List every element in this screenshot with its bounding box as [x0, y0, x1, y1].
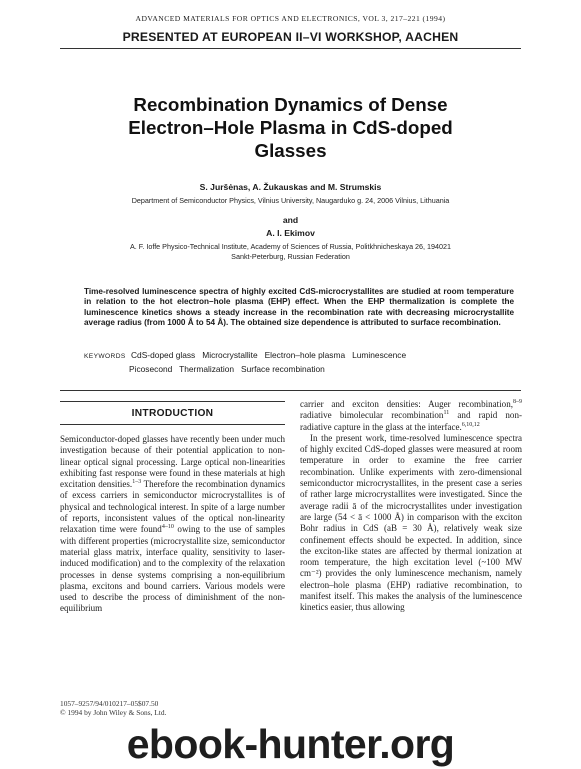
paper-title	[0, 93, 581, 162]
paragraph	[60, 434, 285, 615]
header-rule	[60, 48, 521, 49]
citation: 4–10	[161, 524, 174, 531]
title-line: Recombination Dynamics of Dense	[133, 94, 448, 115]
section-heading: INTRODUCTION	[60, 401, 285, 425]
citation: 8–9	[513, 398, 522, 405]
affiliation-vilnius: Department of Semiconductor Physics, Vilnius University, Naugarduko g. 24, 2006 Vilnius, Lithuania	[131, 196, 450, 205]
text-run: Therefore the recombination dynamics of excess carriers in semiconductor microcrystallites is of physical and technological interest. In spite of a large number of reports, inconsistent values of the optical non-linearity relaxation time were found	[60, 479, 285, 535]
authors-primary: S. Juršėnas, A. Žukauskas and M. Strumskis	[199, 182, 382, 192]
citation: 6,10,12	[461, 421, 480, 428]
keywords-line: Picosecond Thermalization Surface recombination	[129, 364, 325, 374]
affiliation-ioffe	[0, 242, 581, 262]
text-run: Semiconductor-doped glasses have recently been under much investigation because of their potential application to non-linear optical signal processing. Large optical non-linearities exhibiting fast response were found in these materials at high excitation densities.	[60, 434, 285, 490]
keywords-label: KEYWORDS	[84, 353, 126, 360]
authors-and: and	[282, 215, 299, 225]
footer	[60, 699, 320, 718]
citation: 11	[443, 410, 450, 417]
section-rule	[60, 390, 521, 391]
body-column-left	[60, 434, 285, 615]
title-line: Glasses	[254, 140, 327, 161]
text-run: and rapid non-radiative capture in the glass at the interface.	[300, 410, 522, 432]
paragraph: In the present work, time-resolved luminescence spectra of highly excited CdS-doped glasses were measured at room temperature in order to examine the free carrier recombination. Unlike experiments with zero-dimensional semiconductor microcrystallites, in the present case a series of rather large microcrystallites were investigated. Since the average radii ā of the microcrystallites under investigation are large (54 < ā < 1000 Å) in comparison with the exciton Bohr radius in CdS (aB = 30 Å), relatively weak size confinement effects should be expected. In addition, since the exciton-like states are affected by thermal ionization at room temperature, the high excitation level (~100 MW cm⁻²) provides the only luminescence mechanism, namely electron–hole plasma (EHP) radiative recombination, to manifest itself. This makes the analysis of the luminescence kinetics easier, thus allowing	[300, 432, 522, 613]
authors-secondary: A. I. Ekimov	[266, 228, 315, 238]
keywords-line: CdS-doped glass Microcrystallite Electron–hole plasma Luminescence	[131, 350, 407, 360]
keywords	[84, 349, 524, 375]
article-code: 1057–9257/94/010217–05$07.50	[60, 699, 159, 708]
title-line: Electron–Hole Plasma in CdS-doped	[128, 117, 453, 138]
affiliation-line: Sankt-Peterburg, Russian Federation	[231, 252, 350, 261]
watermark: ebook-hunter.org	[126, 721, 455, 767]
copyright: © 1994 by John Wiley & Sons, Ltd.	[60, 708, 167, 718]
affiliation-line: A. F. Ioffe Physico-Technical Institute, Academy of Sciences of Russia, Politkhnicheskaya 26, 194021	[129, 242, 452, 251]
paragraph	[300, 399, 522, 433]
text-run: owing to the use of samples with different properties (microcrystallite size, semiconductor material glass matrix, interface quality, sensitivity to laser-induced modification) and to the complexity of the relaxation processes in dense systems comprising a non-equilibrium plasma, excitons and bound carriers. Various models were used to describe the process of diminishment of the non-equilibrium	[60, 524, 285, 614]
workshop-banner: PRESENTED AT EUROPEAN II–VI WORKSHOP, AACHEN	[122, 30, 459, 44]
citation: 1–3	[132, 479, 142, 486]
body-column-right	[300, 399, 522, 614]
abstract: Time-resolved luminescence spectra of highly excited CdS-microcrystallites are studied at room temperature in relation to the hot electron–hole plasma (EHP) effect. When the EHP thermalization is complete the luminescence kinetics shows a steady increase in the recombination rate with decreasing microcrystallite average radius (from 1000 Å to 54 Å). The obtained size dependence is attributed to surface recombination.	[84, 287, 514, 328]
text-run: carrier and exciton densities: Auger recombination,	[300, 399, 513, 409]
text-run: radiative bimolecular recombination	[300, 410, 444, 421]
journal-header: ADVANCED MATERIALS FOR OPTICS AND ELECTRONICS, VOL 3, 217–221 (1994)	[135, 14, 446, 23]
